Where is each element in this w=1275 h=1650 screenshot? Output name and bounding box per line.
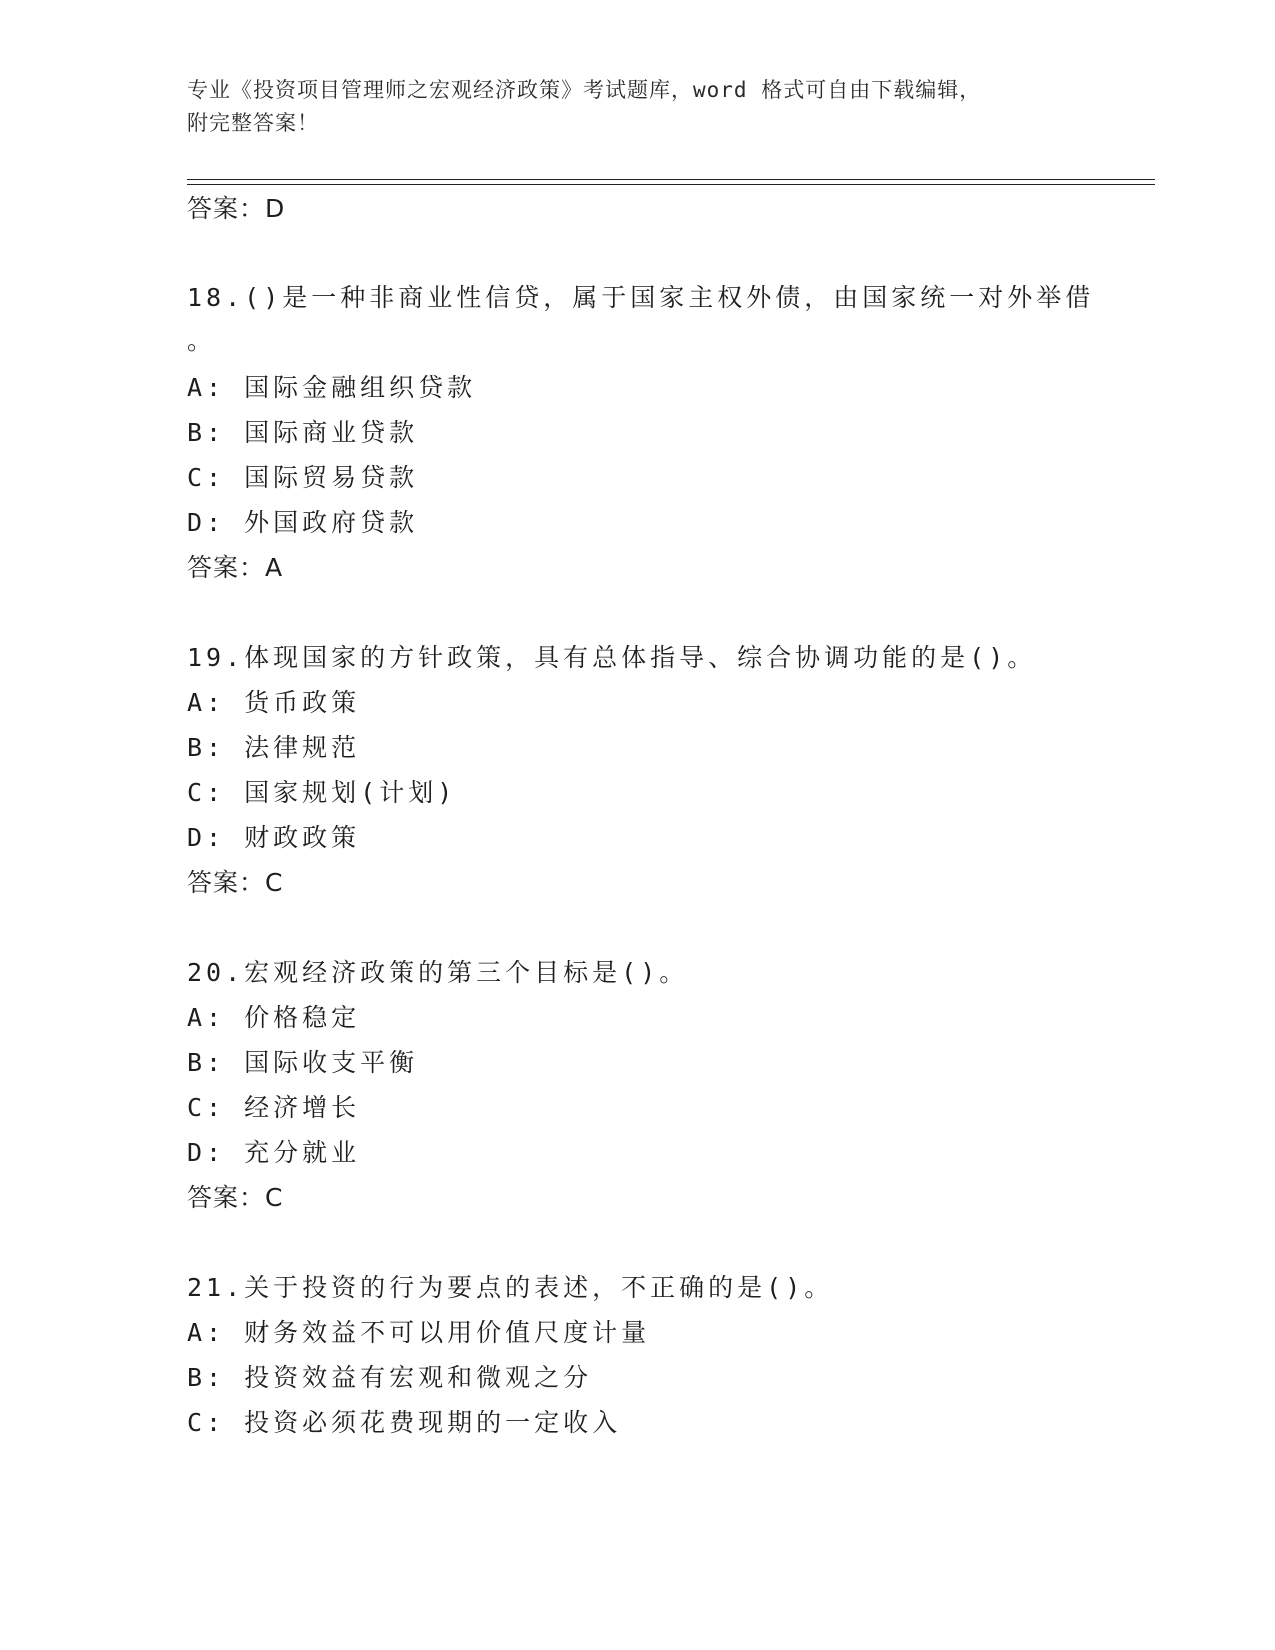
question-18-option-c: C: 国际贸易贷款 bbox=[187, 463, 419, 492]
question-18-option-d: D: 外国政府贷款 bbox=[187, 508, 419, 537]
question-20-option-c: C: 经济增长 bbox=[187, 1093, 361, 1122]
answer-17: 答案：D bbox=[187, 194, 286, 223]
question-19-option-b: B: 法律规范 bbox=[187, 733, 361, 762]
answer-19: 答案：C bbox=[187, 868, 284, 897]
question-19-option-c: C: 国家规划(计划) bbox=[187, 778, 457, 807]
answer-18: 答案：A bbox=[187, 553, 284, 582]
header-line-2: 附完整答案！ bbox=[187, 111, 319, 135]
question-21-option-b: B: 投资效益有宏观和微观之分 bbox=[187, 1363, 593, 1392]
question-21-stem: 21.关于投资的行为要点的表述，不正确的是()。 bbox=[187, 1273, 834, 1302]
question-18-stem: 18.()是一种非商业性信贷，属于国家主权外债，由国家统一对外举借 bbox=[187, 283, 1095, 312]
question-20-option-a: A: 价格稳定 bbox=[187, 1003, 361, 1032]
question-20-option-b: B: 国际收支平衡 bbox=[187, 1048, 419, 1077]
question-19-option-d: D: 财政政策 bbox=[187, 823, 361, 852]
question-18-stem-cont: 。 bbox=[187, 326, 217, 355]
question-21-option-a: A: 财务效益不可以用价值尺度计量 bbox=[187, 1318, 651, 1347]
question-18-option-b: B: 国际商业贷款 bbox=[187, 418, 419, 447]
header-divider-bottom bbox=[187, 184, 1155, 185]
question-19-option-a: A: 货币政策 bbox=[187, 688, 361, 717]
answer-20: 答案：C bbox=[187, 1183, 284, 1212]
question-21-option-c: C: 投资必须花费现期的一定收入 bbox=[187, 1408, 622, 1437]
question-20-stem: 20.宏观经济政策的第三个目标是()。 bbox=[187, 958, 689, 987]
question-18-option-a: A: 国际金融组织贷款 bbox=[187, 373, 477, 402]
header-line-1: 专业《投资项目管理师之宏观经济政策》考试题库，word 格式可自由下载编辑， bbox=[187, 78, 982, 102]
header-divider-top bbox=[187, 179, 1155, 180]
document-header bbox=[187, 74, 1067, 140]
question-20-option-d: D: 充分就业 bbox=[187, 1138, 361, 1167]
question-19-stem: 19.体现国家的方针政策，具有总体指导、综合协调功能的是()。 bbox=[187, 643, 1037, 672]
